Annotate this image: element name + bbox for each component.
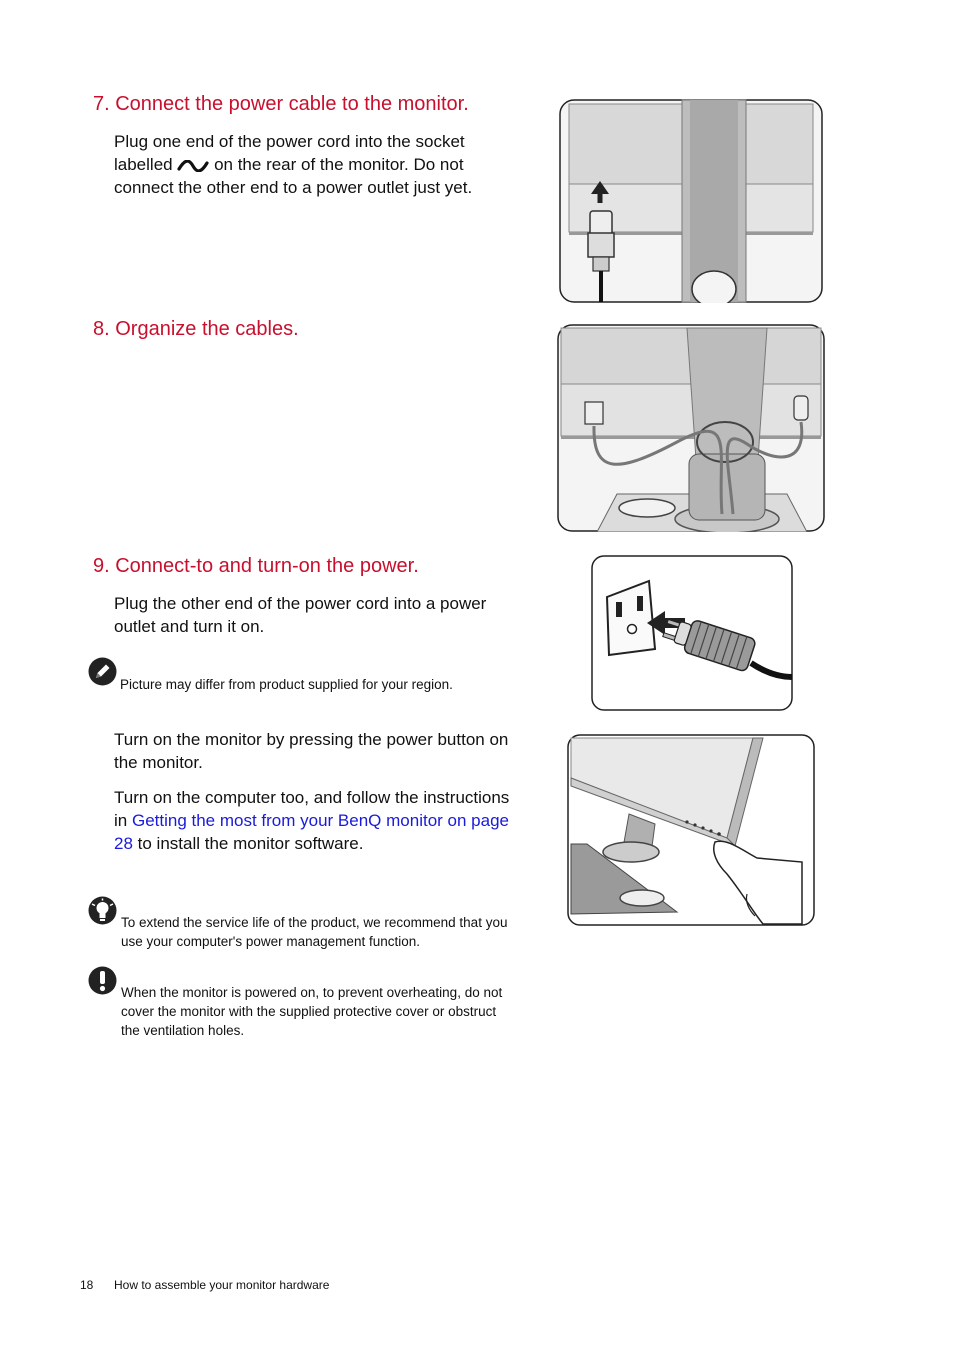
region-note-text: Picture may differ from product supplied for your region.	[120, 677, 453, 692]
pencil-icon	[88, 657, 117, 686]
cable-management-illustration	[557, 324, 825, 532]
turn-on-computer-text: Turn on the computer too, and follow the instructions in Getting the most from your BenQ monitor on page 28 to install the monitor software.	[114, 788, 510, 853]
step-9-title: 9. Connect-to and turn-on the power.	[93, 555, 419, 577]
turn-on-monitor-text: Turn on the monitor by pressing the power button on the monitor.	[114, 730, 509, 772]
getting-the-most-link[interactable]: Getting the most from your BenQ monitor on page 28	[114, 811, 509, 853]
step-9-text: Plug the other end of the power cord into a power outlet and turn it on.	[114, 594, 487, 636]
lightbulb-icon	[88, 896, 117, 925]
page-number: 18	[80, 1278, 94, 1292]
tip-note-text: To extend the service life of the product, we recommend that you use your computer's power management function.	[121, 915, 508, 949]
step-8-title: 8. Organize the cables.	[93, 318, 299, 340]
footer-section-title: How to assemble your monitor hardware	[114, 1278, 330, 1292]
power-outlet-illustration	[591, 555, 793, 711]
power-cable-rear-illustration	[559, 99, 823, 303]
warning-note-text: When the monitor is powered on, to prevent overheating, do not cover the monitor with the supplied protective cover or obstruct the ventilation holes.	[121, 985, 503, 1038]
step-7-text: Plug one end of the power cord into the socket labelled on the rear of the monitor. Do not connect the other end to a power outlet just yet.	[114, 132, 473, 197]
step-7-title: 7. Connect the power cable to the monitor.	[93, 93, 469, 115]
page-footer	[80, 1278, 329, 1292]
power-button-illustration	[567, 734, 815, 926]
ac-wave-icon	[177, 160, 209, 172]
exclamation-icon	[88, 966, 117, 995]
